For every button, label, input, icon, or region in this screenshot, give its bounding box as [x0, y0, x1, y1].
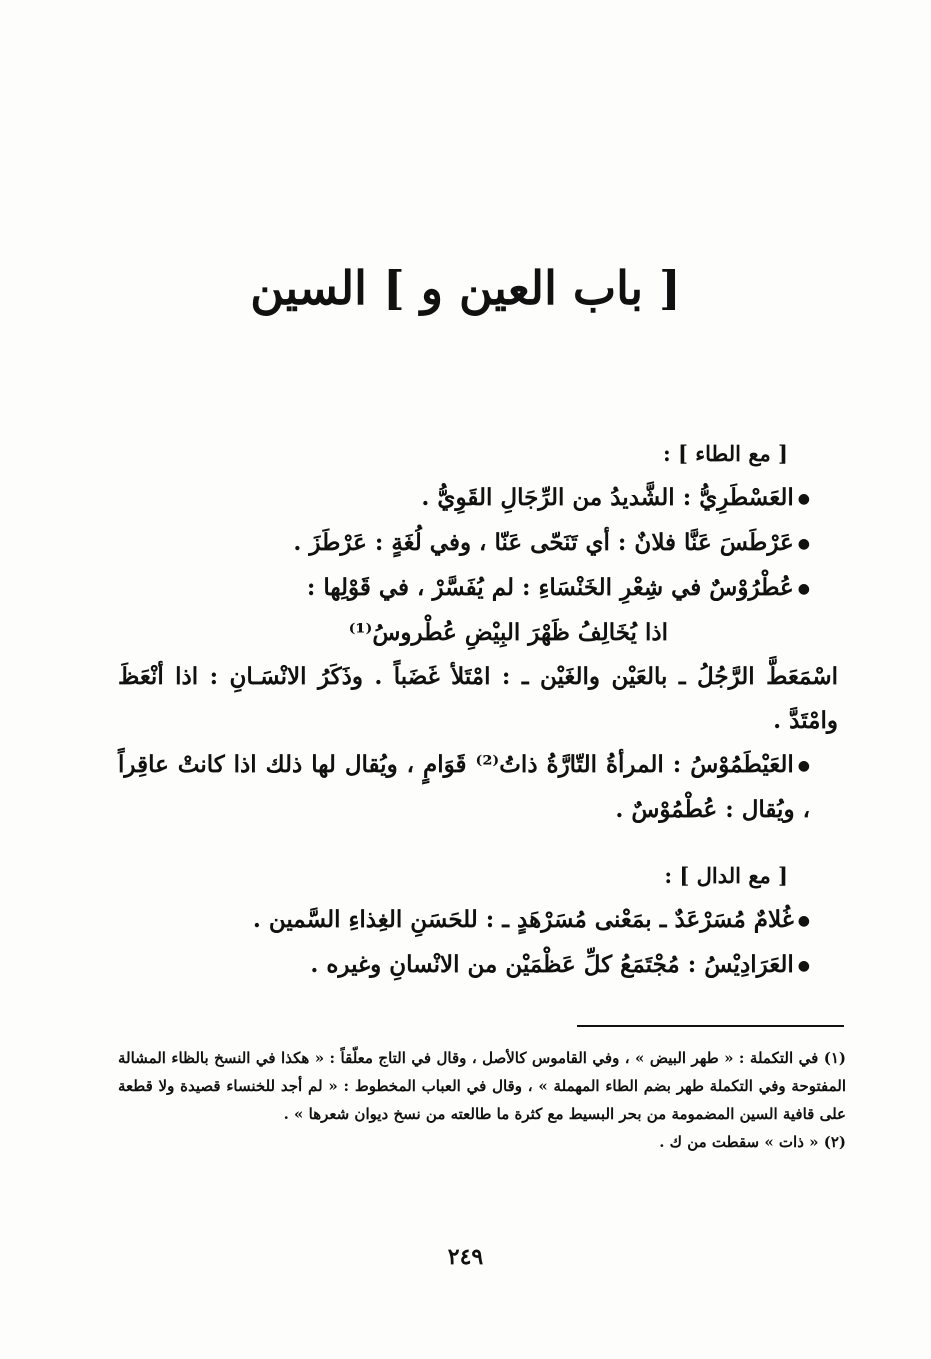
section-heading-dal: [ مع الدال ] : — [664, 863, 788, 888]
section-heading-ta: [ مع الطاء ] : — [662, 441, 788, 466]
footnotes — [118, 1044, 846, 1156]
chapter-title: [ باب العين و ] السين — [250, 261, 681, 315]
entry-artasa: ● عَرْطَسَ عَنَّا فلانٌ : أي تَنَحّى عَنّا ، وفي لُغَةٍ : عَرْطَزَ . — [118, 521, 838, 566]
verse-khansa: اذا يُخَالِفُ ظَهْرَ البِيْضِ عُطْروسُ⁽¹⁾ — [348, 619, 668, 646]
footnote-2: (٢) « ذات » سقطت من ك . — [659, 1133, 846, 1151]
entry-asatari: ● العَسْطَرِيُّ : الشَّديدُ من الرِّجَالِ القَوِيُّ . — [118, 476, 838, 521]
page-number: ٢٤٩ — [447, 1244, 484, 1270]
footnote-divider — [577, 1025, 844, 1027]
footnote-1: (١) في التكملة : « طهر البيض » ، وفي القاموس كالأصل ، وقال في التاج معلّقاً : « هكذا في النسخ بالظاء المشالة المفتوحة وفي التكملة طهر بضم الطاء المهملة » ، وقال في العباب المخطوط : « لم أجد للخنساء قصيدة ولا قطعة على قافية السين المضمومة من بحر البسيط مع كثرة ما طالعته من نسخ ديوان شعرها » . — [118, 1049, 846, 1123]
entry-aradis: ● العَرَادِيْسُ : مُجْتَمَعُ كلِّ عَظْمَيْن من الانْسانِ وغيره . — [118, 943, 838, 988]
entry-musarad: ● غُلامٌ مُسَرْعَدٌ ـ بمَعْنى مُسَرْهَدٍ ـ : للحَسَنِ الغِذاءِ السَّمين . — [118, 898, 838, 943]
entry-utrus: ● عُطْرُوْسٌ في شِعْرِ الخَنْسَاءِ : لم يُفَسَّرْ ، في قَوْلِها : — [118, 566, 838, 611]
body-text — [118, 432, 838, 988]
paragraph-ismaatta: اسْمَعَطَّ الرَّجُلُ ـ بالعَيْن والغَيْن ـ : امْتَلأ غَضَباً . وذَكَرُ الانْسَـانِ : اذا أنْعَظَ وامْتَدَّ . — [118, 663, 838, 734]
entry-aytamus: ● العَيْطَمُوْسُ : المرأةُ التّارَّةُ ذاتُ⁽²⁾ قَوَامٍ ، ويُقال لها ذلك اذا كانتْ عاقِراً ، ويُقال : عُطْمُوْسٌ . — [118, 743, 838, 832]
